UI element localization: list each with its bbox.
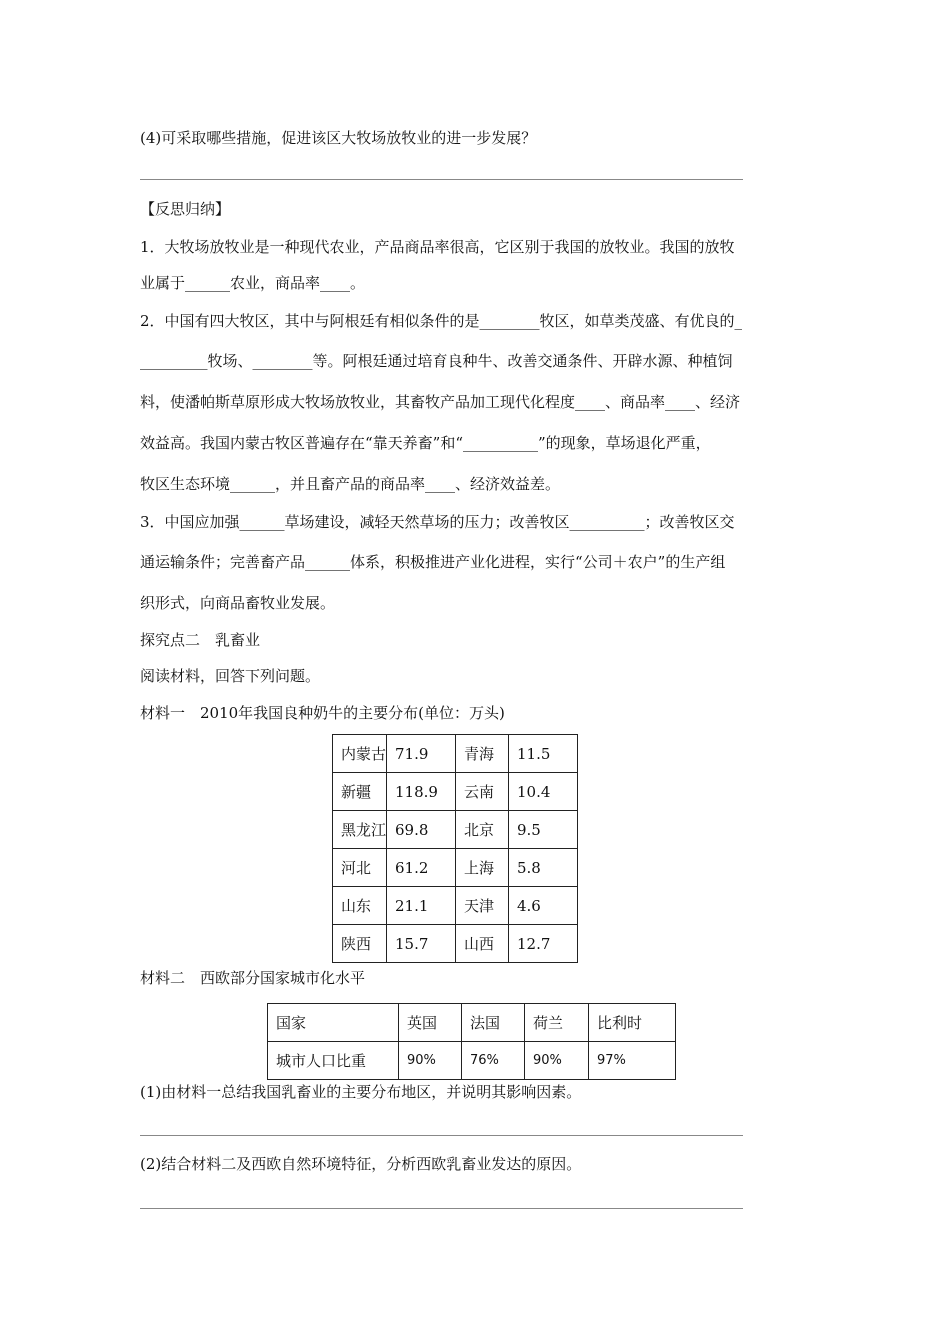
table-cell: 71.9 xyxy=(387,735,456,773)
reflect-title: 【反思归纳】 xyxy=(140,200,231,218)
material-1-caption: 材料一 2010年我国良种奶牛的主要分布(单位：万头) xyxy=(140,704,505,722)
table-cell: 云南 xyxy=(456,773,509,811)
instruction-text: 阅读材料，回答下列问题。 xyxy=(140,667,321,685)
table-cell: 11.5 xyxy=(509,735,578,773)
table-header-cell: 比利时 xyxy=(589,1004,676,1042)
table-row xyxy=(333,811,578,849)
paragraph-1-line-1: 1．大牧场放牧业是一种现代农业，产品商品率很高，它区别于我国的放牧业。我国的放牧 xyxy=(140,238,735,256)
table-cell: 69.8 xyxy=(387,811,456,849)
table-cell: 青海 xyxy=(456,735,509,773)
question-4: (4)可采取哪些措施，促进该区大牧场放牧业的进一步发展？ xyxy=(140,129,537,147)
answer-line xyxy=(140,1208,743,1209)
table-cell: 河北 xyxy=(333,849,387,887)
table-cell: 76% xyxy=(462,1042,525,1080)
table-row xyxy=(333,735,578,773)
table-header-cell: 国家 xyxy=(268,1004,399,1042)
paragraph-3-line-2: 通运输条件；完善畜产品______体系，积极推进产业化进程，实行“公司＋农户”的生产组 xyxy=(140,553,726,571)
table-cell: 山西 xyxy=(456,925,509,963)
table-row xyxy=(268,1004,676,1042)
cattle-distribution-table xyxy=(332,734,578,963)
table-cell: 61.2 xyxy=(387,849,456,887)
paragraph-3-line-1: 3．中国应加强______草场建设，减轻天然草场的压力；改善牧区__________；改善牧区交 xyxy=(140,513,735,531)
table-row xyxy=(268,1042,676,1080)
table-header-cell: 英国 xyxy=(399,1004,462,1042)
material-2-caption: 材料二 西欧部分国家城市化水平 xyxy=(140,969,366,987)
table-cell: 90% xyxy=(525,1042,589,1080)
table-cell: 9.5 xyxy=(509,811,578,849)
table-row xyxy=(333,887,578,925)
question-1: (1)由材料一总结我国乳畜业的主要分布地区，并说明其影响因素。 xyxy=(140,1083,582,1101)
table-cell: 10.4 xyxy=(509,773,578,811)
paragraph-2-line-2: _________牧场、________等。阿根廷通过培育良种牛、改善交通条件、开辟水源、种植饲 xyxy=(140,352,733,370)
table-row xyxy=(333,849,578,887)
table-cell: 90% xyxy=(399,1042,462,1080)
paragraph-2-line-4: 效益高。我国内蒙古牧区普遍存在“靠天养畜”和“__________”的现象，草场退化严重， xyxy=(140,434,711,452)
section-2-title: 探究点二 乳畜业 xyxy=(140,631,261,649)
answer-line xyxy=(140,179,743,180)
table-cell: 5.8 xyxy=(509,849,578,887)
table-cell: 12.7 xyxy=(509,925,578,963)
paragraph-3-line-3: 织形式，向商品畜牧业发展。 xyxy=(140,594,336,612)
question-2: (2)结合材料二及西欧自然环境特征，分析西欧乳畜业发达的原因。 xyxy=(140,1155,582,1173)
table-cell: 陕西 xyxy=(333,925,387,963)
table-header-cell: 法国 xyxy=(462,1004,525,1042)
table-cell: 118.9 xyxy=(387,773,456,811)
table-cell: 4.6 xyxy=(509,887,578,925)
paragraph-2-line-5: 牧区生态环境______，并且畜产品的商品率____、经济效益差。 xyxy=(140,475,561,493)
table-cell: 新疆 xyxy=(333,773,387,811)
table-row xyxy=(333,925,578,963)
table-row xyxy=(333,773,578,811)
table-cell: 北京 xyxy=(456,811,509,849)
table-header-cell: 荷兰 xyxy=(525,1004,589,1042)
table-cell: 内蒙古 xyxy=(333,735,387,773)
paragraph-1-line-2: 业属于______农业，商品率____。 xyxy=(140,274,366,292)
table-cell: 山东 xyxy=(333,887,387,925)
table-cell: 天津 xyxy=(456,887,509,925)
table-cell: 黑龙江 xyxy=(333,811,387,849)
table-cell: 上海 xyxy=(456,849,509,887)
paragraph-2-line-1: 2．中国有四大牧区，其中与阿根廷有相似条件的是________牧区，如草类茂盛、有优良的_ xyxy=(140,312,743,330)
table-cell: 15.7 xyxy=(387,925,456,963)
paragraph-2-line-3: 料，使潘帕斯草原形成大牧场放牧业，其畜牧产品加工现代化程度____、商品率____、经济 xyxy=(140,393,741,411)
table-cell: 城市人口比重 xyxy=(268,1042,399,1080)
table-cell: 21.1 xyxy=(387,887,456,925)
urbanization-table xyxy=(267,1003,676,1080)
answer-line xyxy=(140,1135,743,1136)
table-cell: 97% xyxy=(589,1042,676,1080)
